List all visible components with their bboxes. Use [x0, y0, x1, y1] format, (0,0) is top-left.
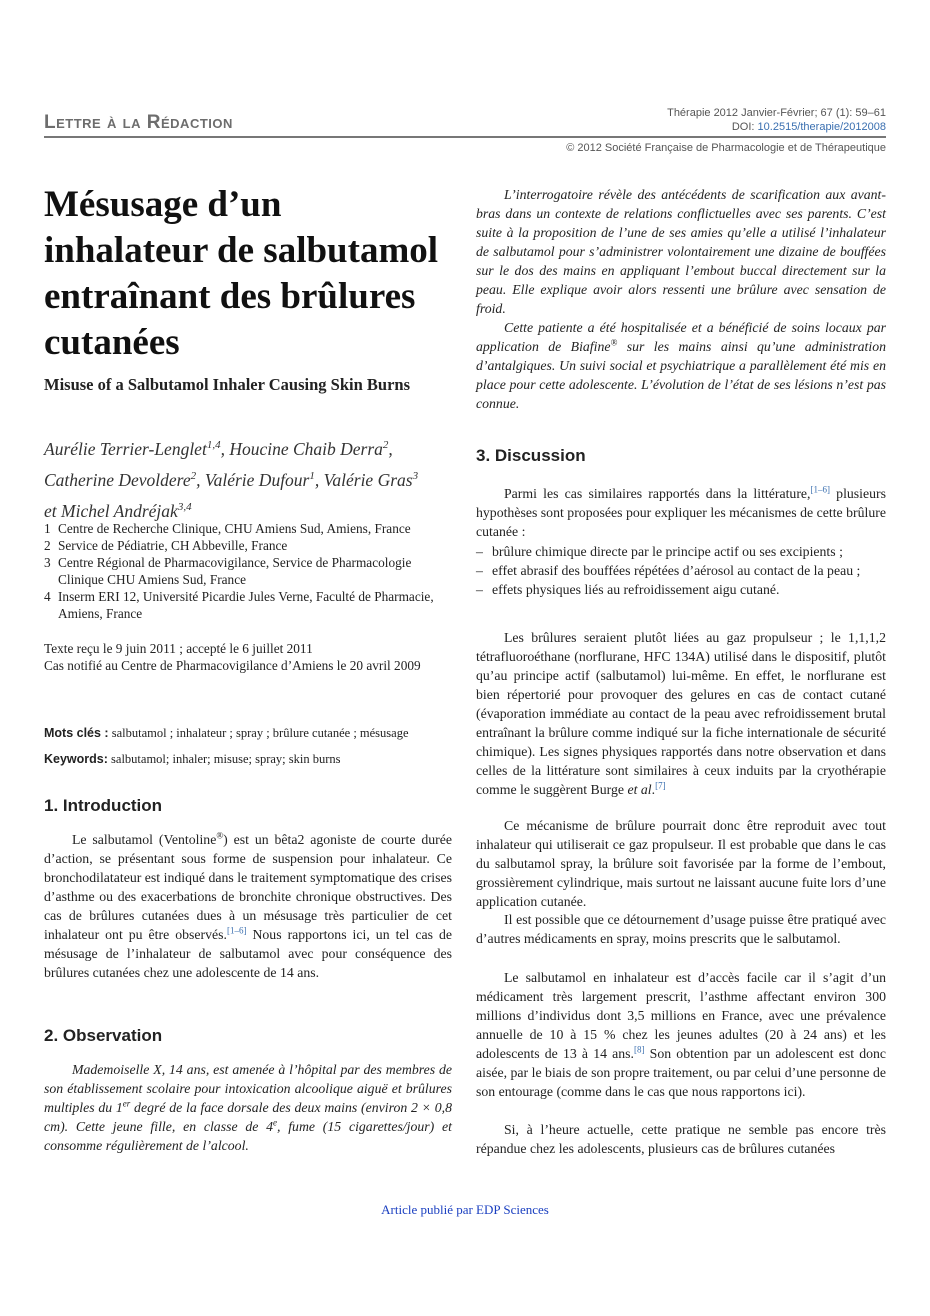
affiliation-item — [44, 588, 456, 622]
list-dash: – — [476, 544, 483, 559]
author-conjunction: et — [44, 500, 57, 521]
discussion-paragraph — [476, 484, 886, 541]
observation-paragraph — [44, 1060, 452, 1155]
text-run: . — [651, 782, 656, 797]
list-item — [476, 580, 886, 599]
journal-info — [667, 106, 886, 134]
affiliation-text: Centre Régional de Pharmacovigilance, Service de Pharmacologie Clinique CHU Amiens Sud, France — [58, 555, 412, 587]
article-title-english: Misuse of a Salbutamol Inhaler Causing Skin Burns — [44, 375, 411, 394]
discussion-paragraph — [476, 628, 886, 799]
text-run: ) est un bêta2 agoniste de courte durée d’action, se présentant sous forme de suspension pour inhalateur. Ce bronchodilatateur est indiqué dans le traitement symptomatique des crises d’asthme ou des exacerbations de bronchite chronique obstructives. Des cas de brûlures cutanées dues à un mésusage très particulier de cet inhalateur ont pu être observés. — [44, 832, 453, 942]
keywords-label: Keywords: — [44, 752, 108, 766]
author-affiliation: 1,4 — [206, 439, 221, 451]
list-dash: – — [476, 582, 483, 597]
affiliation-text: Centre de Recherche Clinique, CHU Amiens Sud, Amiens, France — [58, 521, 411, 536]
list-item-text: brûlure chimique directe par le principe actif ou ses excipients ; — [492, 544, 843, 559]
list-item — [476, 561, 886, 580]
section-heading-discussion: 3. Discussion — [476, 446, 586, 465]
copyright: © 2012 Société Française de Pharmacologie et de Thérapeutique — [566, 142, 886, 154]
observation-paragraph — [476, 318, 886, 413]
affiliation-text: Inserm ERI 12, Université Picardie Jules Verne, Faculté de Pharmacie, Amiens, France — [58, 589, 434, 621]
introduction-paragraph — [44, 830, 452, 982]
text-run: Les brûlures seraient plutôt liées au gaz propulseur ; le 1,1,1,2 tétrafluoroéthane (norflurane, HFC 134A) utilisé dans le dispositif, plutôt qu’au principe actif (salbutamol) lui-même. En effet, le norflurane est bien répertorié pour provoquer des gelures en cas de contact cutané (évaporation immédiate au contact de la peau avec refroidissement brutal entraînant la brûlure comme indiqué sur la fiche internationale de sécurité chimique). Les signes physiques rapportés dans notre observation et dans celles de la littérature sont similaires à ceux induits par la cryothérapie comme le suggèrent Burge — [476, 630, 886, 797]
author-affiliation: 2 — [190, 469, 197, 482]
notification-date: Cas notifié au Centre de Pharmacovigilance d’Amiens le 20 avril 2009 — [44, 658, 421, 673]
text-run: plusieurs hypothèses sont proposées pour expliquer les mécanismes de cette brûlure cutanée : — [476, 486, 886, 539]
article-dates — [44, 640, 444, 674]
author-name: Aurélie Terrier-Lenglet — [44, 438, 207, 459]
header-divider — [44, 136, 886, 138]
observation-paragraph: L’interrogatoire révèle des antécédents de scarification aux avant-bras dans un contexte de relations conflictuelles avec ses parents. C’est suite à la proposition de l’une de ses amies qu’elle a utilisé l’inhalateur de salbutamol pour s’administrer volontairement une dizaine de bouffées sur le dos des mains en appliquant l’embout buccal directement sur la peau. Elle explique avoir alors ressenti une brûlure avec sensation de froid. — [476, 187, 886, 316]
affiliation-item — [44, 554, 456, 588]
keywords-line — [44, 746, 464, 772]
text-run: et al — [627, 782, 652, 797]
discussion-paragraph: Il est possible que ce détournement d’usage puisse être pratiqué avec d’autres médicaments en spray, moins prescrits que le salbutamol. — [476, 912, 886, 946]
mots-cles-label: Mots clés : — [44, 726, 109, 740]
mots-cles-line — [44, 720, 464, 746]
section-heading-observation: 2. Observation — [44, 1026, 163, 1045]
author-name: Michel Andréjak — [61, 500, 178, 521]
section-heading-introduction: 1. Introduction — [44, 796, 163, 815]
section-label: Lettre à la Rédaction — [44, 112, 233, 133]
doi-link[interactable]: 10.2515/therapie/2012008 — [757, 121, 886, 133]
discussion-paragraph: Ce mécanisme de brûlure pourrait donc être reproduit avec tout inhalateur qui utiliserait ce gaz propulseur. Il est probable que dans le cas du salbutamol spray, la brûlure soit favorisée par la forme de l’embout, grossièrement cylindrique, mais surtout ne laissant aucune fuite lors d’une application cutanée. — [476, 818, 886, 909]
registered-mark: ® — [610, 337, 618, 348]
text-run: Nous rapportons ici, un tel cas de mésusage de l’inhalateur de salbutamol avec pour conséquence des brûlures cutanées chez une adolescente de 14 ans. — [44, 927, 452, 980]
author-affiliation: 3,4 — [177, 500, 192, 513]
registered-mark: ® — [216, 830, 224, 841]
text-run: sur les mains ainsi qu’une administration d’antalgiques. Un suivi social et psychiatrique a parallèlement été mis en place pour cette adolescente. L’évolution de l’état de ses lésions n’est pas connue. — [476, 339, 886, 411]
text-run: Parmi les cas similaires rapportés dans la littérature, — [504, 486, 811, 501]
keywords-text: salbutamol; inhaler; misuse; spray; skin burns — [111, 752, 341, 766]
text-run: , fume (15 cigarettes/jour) et consomme régulièrement de l’alcool. — [44, 1119, 452, 1153]
hypothesis-list — [476, 542, 886, 599]
text-run: Cette patiente a été hospitalisée et a bénéficié de soins locaux par application de Biafine — [476, 320, 886, 354]
citation-link[interactable]: [1–6] — [810, 484, 830, 495]
received-accepted-date: Texte reçu le 9 juin 2011 ; accepté le 6 juillet 2011 — [44, 641, 313, 656]
superscript: e — [273, 1117, 278, 1128]
discussion-paragraph: Si, à l’heure actuelle, cette pratique ne semble pas encore très répandue chez les adolescents, plusieurs cas de brûlures cutanées — [476, 1122, 886, 1156]
text-run: Le salbutamol en inhalateur est d’accès facile car il s’agit d’un médicament très largement prescrit, l’asthme affectant environ 300 millions d’individus dont 3,5 millions en France, avec une prévalence annuelle de 10 à 15 % chez les jeunes adultes (20 à 24 ans) et les adolescents de 13 à 14 ans. — [476, 970, 886, 1061]
list-item — [476, 542, 886, 561]
author-affiliation: 3 — [412, 469, 419, 482]
list-item-text: effet abrasif des bouffées répétées d’aérosol au contact de la peau ; — [492, 563, 861, 578]
citation-link[interactable]: [7] — [655, 780, 666, 791]
author-list: Aurélie Terrier-Lenglet$^{1,4}$, Houcine Chaib Derra$^2$, Catherine Devoldere$^2$, Valérie Dufour$^1$, Valérie Gras$^3$ et Michel Andréjak$^{3,4}$ — [44, 438, 419, 521]
doi-label: DOI: — [731, 121, 755, 133]
citation-link[interactable]: [1–6] — [226, 925, 247, 936]
affiliation-number: 1 — [44, 521, 51, 536]
journal-citation: Thérapie 2012 Janvier-Février; 67 (1): 59–61 — [667, 107, 886, 119]
author-name: Valérie Dufour — [204, 469, 310, 490]
text-run: Le salbutamol (Ventoline — [72, 832, 217, 847]
affiliation-list — [44, 520, 456, 622]
affiliation-number: 3 — [44, 555, 51, 570]
text-run: degré de la face dorsale des deux mains (environ 2 × 0,8 cm). Cette jeune fille, en classe de 4 — [44, 1100, 452, 1134]
affiliation-item — [44, 520, 456, 537]
author-affiliation: 1 — [309, 469, 315, 482]
keywords-block — [44, 720, 464, 772]
doi-line — [667, 120, 886, 134]
superscript: er — [122, 1098, 131, 1109]
affiliation-number: 4 — [44, 589, 51, 604]
list-item-text: effets physiques liés au refroidissement aigu cutané. — [492, 582, 780, 597]
article-title-french: Mésusage d’un inhalateur de salbutamol entraînant des brûlures cutanées — [44, 184, 439, 363]
affiliation-text: Service de Pédiatrie, CH Abbeville, France — [58, 538, 288, 553]
list-dash: – — [476, 563, 483, 578]
citation-link[interactable]: [8] — [634, 1044, 645, 1055]
affiliation-item — [44, 537, 456, 554]
mots-cles-text: salbutamol ; inhalateur ; spray ; brûlure cutanée ; mésusage — [111, 726, 409, 740]
text-run: Son obtention par un adolescent est donc aisée, par le biais de son propre traitement, ou par celui d’une personne de son entourage (comme dans le cas que nous rapportons ici). — [476, 1046, 887, 1099]
text-run: Mademoiselle X, 14 ans, est amenée à l’hôpital par des membres de son établissement scolaire pour intoxication alcoolique aiguë et brûlures multiples du 1 — [44, 1062, 452, 1115]
author-affiliation: 2 — [382, 439, 389, 451]
author-name: Houcine Chaib Derra — [229, 438, 383, 459]
affiliation-number: 2 — [44, 538, 51, 553]
publisher-link[interactable]: Article publié par EDP Sciences — [381, 1202, 549, 1217]
discussion-paragraph — [476, 968, 886, 1101]
author-name: Valérie Gras — [323, 469, 413, 490]
author-name: Catherine Devoldere — [44, 469, 191, 490]
